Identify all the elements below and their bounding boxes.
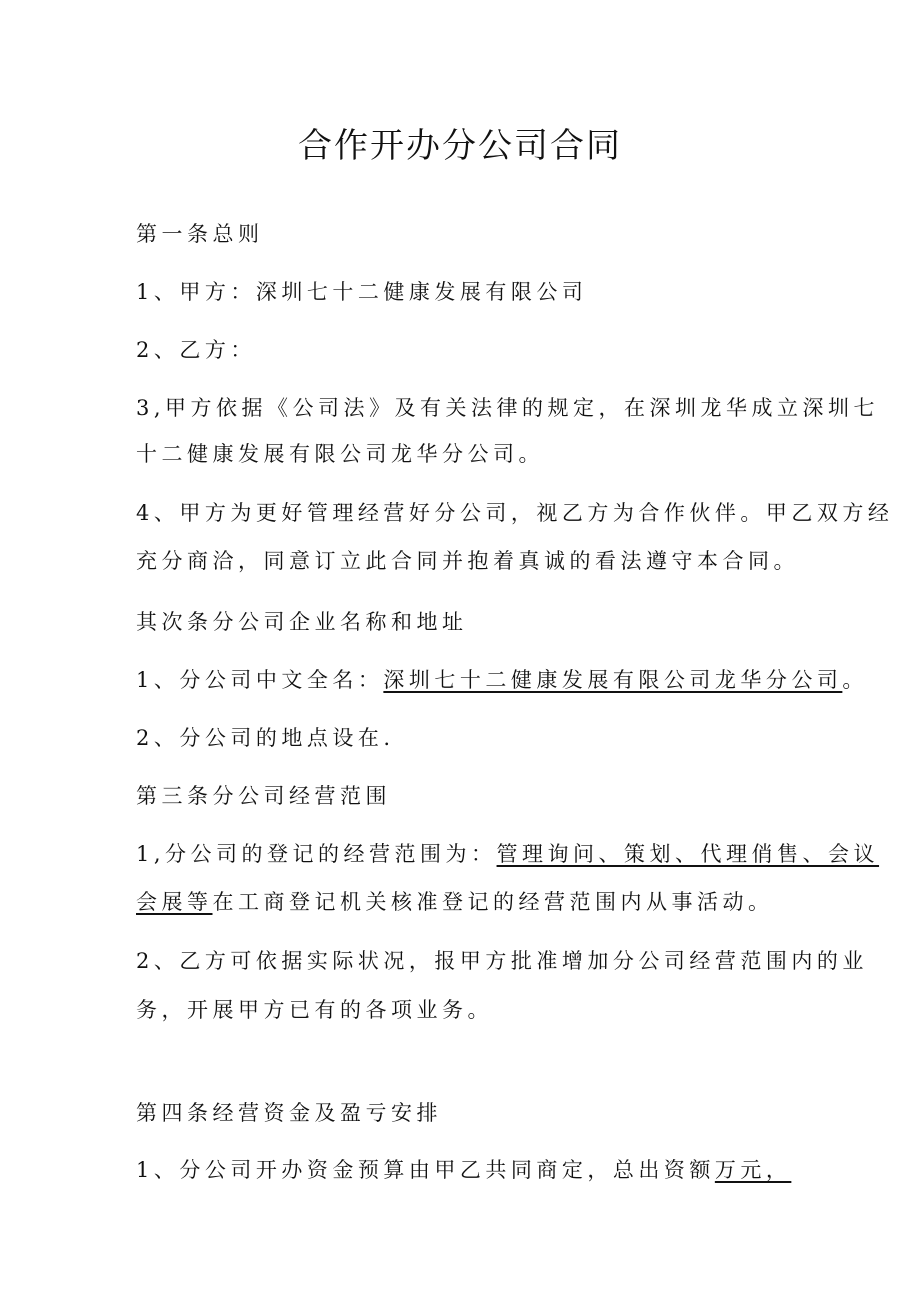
document-title: 合作开办分公司合同 bbox=[298, 126, 622, 166]
business-scope-part1: 管理询问、策划、代理俏售、会议 bbox=[496, 842, 880, 866]
article1-item4-line1: 4、甲方为更好管理经营好分公司，视乙方为合作伙伴。甲乙双方经 bbox=[136, 501, 894, 525]
article2-heading: 其次条分公司企业名称和地址 bbox=[136, 610, 468, 634]
article4-item1 bbox=[136, 1154, 791, 1184]
article3-item1-rest: 在工商登记机关核准登记的经营范围内从事活动。 bbox=[212, 890, 774, 914]
article1-item4-line2: 充分商洽，同意订立此合同并抱着真诚的看法遵守本合同。 bbox=[136, 549, 799, 573]
business-scope-part2: 会展等 bbox=[136, 890, 213, 914]
article2-item2: 2、分公司的地点设在. bbox=[136, 726, 395, 750]
article3-item2-line1: 2、乙方可依据实际状况，报甲方批准增加分公司经营范围内的业 bbox=[136, 949, 868, 973]
article1-item1: 1、甲方：深圳七十二健康发展有限公司 bbox=[136, 280, 588, 304]
article3-item1-line2 bbox=[136, 886, 774, 916]
article3-item1-prefix: 1,分公司的登记的经营范围为： bbox=[136, 842, 497, 866]
article1-item3-line2: 十二健康发展有限公司龙华分公司。 bbox=[136, 442, 544, 466]
article3-item1-line1 bbox=[136, 838, 879, 868]
branch-full-name: 深圳七十二健康发展有限公司龙华分公司 bbox=[383, 668, 843, 692]
capital-amount: 万元， bbox=[714, 1158, 792, 1182]
article4-item1-prefix: 1、分公司开办资金预算由甲乙共同商定，总出资额 bbox=[136, 1158, 715, 1182]
article4-heading: 第四条经营资金及盈亏安排 bbox=[136, 1101, 442, 1125]
article3-heading: 第三条分公司经营范围 bbox=[136, 784, 391, 808]
article1-heading: 第一条总则 bbox=[136, 222, 264, 246]
article2-item1-suffix: 。 bbox=[842, 668, 868, 692]
article3-item2-line2: 务，开展甲方已有的各项业务。 bbox=[136, 998, 493, 1022]
article1-item2: 2、乙方： bbox=[136, 338, 256, 362]
article2-item1-prefix: 1、分公司中文全名： bbox=[136, 668, 384, 692]
article2-item1 bbox=[136, 664, 868, 694]
article1-item3-line1: 3,甲方依据《公司法》及有关法律的规定，在深圳龙华成立深圳七 bbox=[136, 396, 880, 420]
